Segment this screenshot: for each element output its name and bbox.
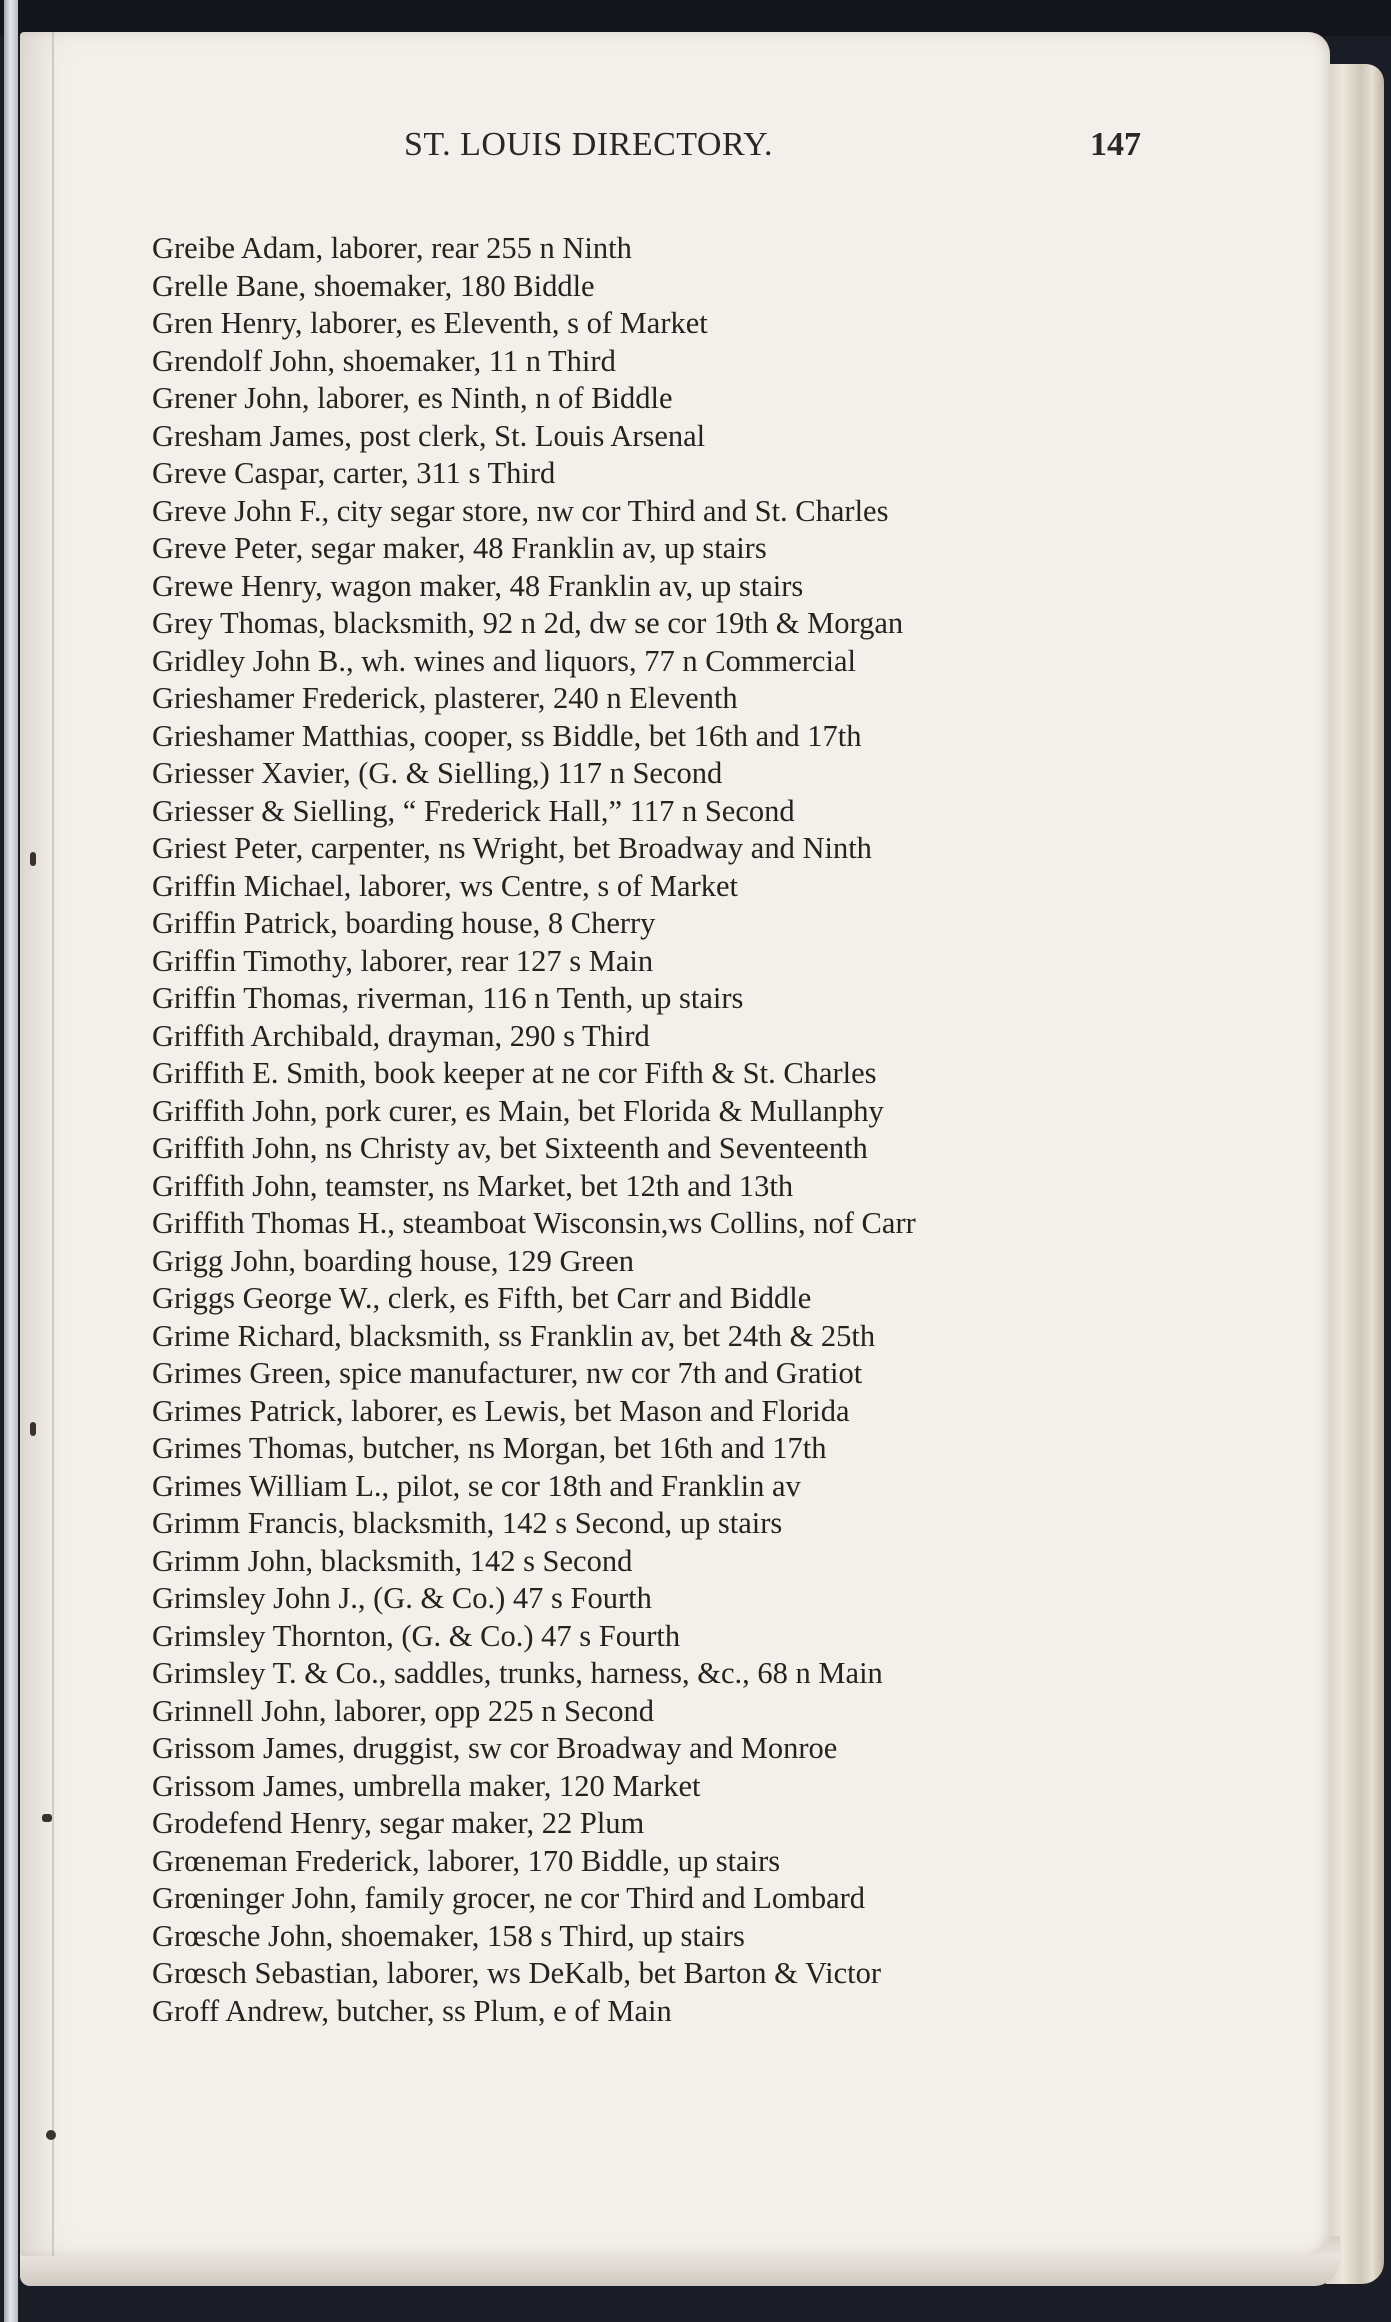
directory-entry: Grigg John, boarding house, 129 Green: [152, 1243, 634, 1278]
directory-entry: Griffith Thomas H., steamboat Wisconsin,ws Collins, nof Carr: [152, 1206, 916, 1240]
directory-entry: Griesser Xavier, (G. & Sielling,) 117 n Second: [152, 756, 723, 790]
directory-entry: Gren Henry, laborer, es Eleventh, s of Market: [152, 306, 708, 340]
directory-entry: Grey Thomas, blacksmith, 92 n 2d, dw se cor 19th & Morgan: [152, 606, 904, 640]
directory-entry: Grodefend Henry, segar maker, 22 Plum: [152, 1806, 645, 1840]
directory-entry: Griffith John, ns Christy av, bet Sixteenth and Seventeenth: [152, 1131, 868, 1165]
directory-entry: Grimes Green, spice manufacturer, nw cor 7th and Gratiot: [152, 1356, 863, 1390]
directory-entry: Grœneman Frederick, laborer, 170 Biddle, up stairs: [152, 1843, 781, 1878]
directory-entries: [152, 230, 1302, 2030]
directory-entry: Grimes William L., pilot, se cor 18th and Franklin av: [152, 1468, 801, 1503]
directory-entry: Grœninger John, family grocer, ne cor Third and Lombard: [152, 1881, 866, 1915]
directory-entry: Griffith Archibald, drayman, 290 s Third: [152, 1018, 650, 1053]
directory-entry: Grieshamer Matthias, cooper, ss Biddle, bet 16th and 17th: [152, 718, 862, 753]
directory-entry: Grieshamer Frederick, plasterer, 240 n Eleventh: [152, 681, 738, 715]
background-top: [0, 0, 1391, 36]
directory-entry: Griffin Michael, laborer, ws Centre, s of Market: [152, 868, 739, 903]
directory-entry: Grimsley T. & Co., saddles, trunks, harness, &c., 68 n Main: [152, 1656, 883, 1690]
directory-entry: Griffin Thomas, riverman, 116 n Tenth, up stairs: [152, 981, 744, 1015]
directory-entry: Grimes Patrick, laborer, es Lewis, bet Mason and Florida: [152, 1393, 850, 1428]
directory-entry: Griffin Timothy, laborer, rear 127 s Main: [152, 943, 654, 978]
book-page: [20, 32, 1330, 2256]
running-head: [20, 126, 1330, 176]
directory-entry: Grimsley Thornton, (G. & Co.) 47 s Fourth: [152, 1618, 681, 1653]
directory-entry: Grissom James, druggist, sw cor Broadway and Monroe: [152, 1731, 838, 1765]
page-stack-edge: [1326, 64, 1384, 2284]
directory-entry: Griggs George W., clerk, es Fifth, bet Carr and Biddle: [152, 1281, 812, 1315]
directory-entry: Griesser & Sielling, “ Frederick Hall,” 117 n Second: [152, 793, 795, 828]
margin-mark: [42, 1814, 52, 1822]
directory-entry: Grimm Francis, blacksmith, 142 s Second, up stairs: [152, 1506, 783, 1540]
directory-entry: Grendolf John, shoemaker, 11 n Third: [152, 343, 616, 378]
margin-mark: [46, 2130, 56, 2140]
directory-entry: Greve John F., city segar store, nw cor Third and St. Charles: [152, 493, 889, 528]
directory-entry: Gresham James, post clerk, St. Louis Arsenal: [152, 418, 706, 453]
directory-entry: Greibe Adam, laborer, rear 255 n Ninth: [152, 231, 632, 265]
directory-entry: Griffith John, teamster, ns Market, bet 12th and 13th: [152, 1168, 794, 1203]
scanner-rod: [4, 0, 18, 2322]
margin-mark: [30, 1422, 36, 1436]
directory-entry: Griffith E. Smith, book keeper at ne cor Fifth & St. Charles: [152, 1056, 877, 1090]
directory-entry: Grimm John, blacksmith, 142 s Second: [152, 1543, 633, 1578]
directory-entry: Grelle Bane, shoemaker, 180 Biddle: [152, 268, 595, 303]
page-number: 147: [1090, 126, 1141, 163]
gutter-fold: [52, 32, 54, 2256]
directory-entry: Grœsche John, shoemaker, 158 s Third, up stairs: [152, 1918, 745, 1953]
directory-entry: Grewe Henry, wagon maker, 48 Franklin av, up stairs: [152, 568, 804, 603]
directory-entry: Groff Andrew, butcher, ss Plum, e of Main: [152, 1993, 672, 2028]
directory-entry: Grime Richard, blacksmith, ss Franklin av, bet 24th & 25th: [152, 1318, 876, 1353]
directory-entry: Grimes Thomas, butcher, ns Morgan, bet 16th and 17th: [152, 1431, 827, 1465]
running-title: ST. LOUIS DIRECTORY.: [404, 126, 773, 163]
directory-entry: Grinnell John, laborer, opp 225 n Second: [152, 1693, 654, 1728]
directory-entry: Griffin Patrick, boarding house, 8 Cherry: [152, 906, 656, 940]
directory-entry: Greve Peter, segar maker, 48 Franklin av, up stairs: [152, 531, 767, 565]
directory-entry: Griffith John, pork curer, es Main, bet Florida & Mullanphy: [152, 1093, 884, 1128]
directory-entry: Grœsch Sebastian, laborer, ws DeKalb, bet Barton & Victor: [152, 1956, 882, 1990]
directory-entry: Grener John, laborer, es Ninth, n of Biddle: [152, 381, 673, 415]
directory-entry: Gridley John B., wh. wines and liquors, 77 n Commercial: [152, 643, 856, 678]
directory-entry: Griest Peter, carpenter, ns Wright, bet Broadway and Ninth: [152, 831, 872, 865]
margin-mark: [30, 852, 36, 866]
directory-entry: Grissom James, umbrella maker, 120 Market: [152, 1768, 701, 1803]
directory-entry: Grimsley John J., (G. & Co.) 47 s Fourth: [152, 1581, 652, 1615]
directory-entry: Greve Caspar, carter, 311 s Third: [152, 456, 556, 490]
